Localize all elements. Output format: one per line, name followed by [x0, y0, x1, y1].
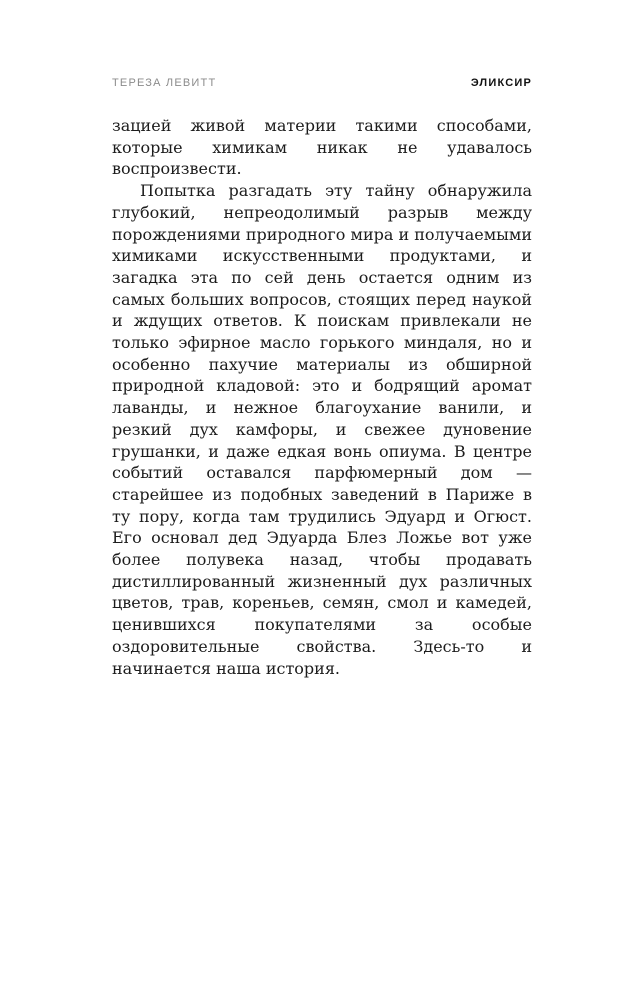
paragraph-main: Попытка разгадать эту тайну обнаружила глубокий, непреодолимый разрыв между порождениями природного мира и получаемыми химиками искусственными продуктами, и загадка эта по сей день остается одним из самых больших вопросов, стоящих перед наукой и ждущих ответов. К поискам привлекали не только эфирное масло горького миндаля, но и особенно пахучие материалы из обширной природной кладовой: это и бодрящий аромат лаванды, и нежное благоухание ванили, и резкий дух камфоры, и свежее дуновение грушанки, и даже едкая вонь опиума. В центре событий оставался парфюмерный дом — старейшее из подобных заведений в Париже в ту пору, когда там трудились Эдуард и Огюст. Его основал дед Эдуарда Блез Ложье вот уже более полувека назад, чтобы продавать дистиллированный жизненный дух различных цветов, трав, кореньев, семян, смол и камедей, ценившихся покупателями за особые оздоровительные свойства. Здесь-то и начинается наша история.	[112, 181, 532, 678]
running-head	[112, 78, 532, 89]
running-head-title: ЭЛИКСИР	[470, 77, 532, 89]
running-head-author: ТЕРЕЗА ЛЕВИТТ	[112, 77, 217, 89]
page-body	[112, 115, 532, 679]
paragraph-continuation: зацией живой материи такими способами, которые химикам никак не удавалось воспроизвести.	[112, 116, 532, 179]
